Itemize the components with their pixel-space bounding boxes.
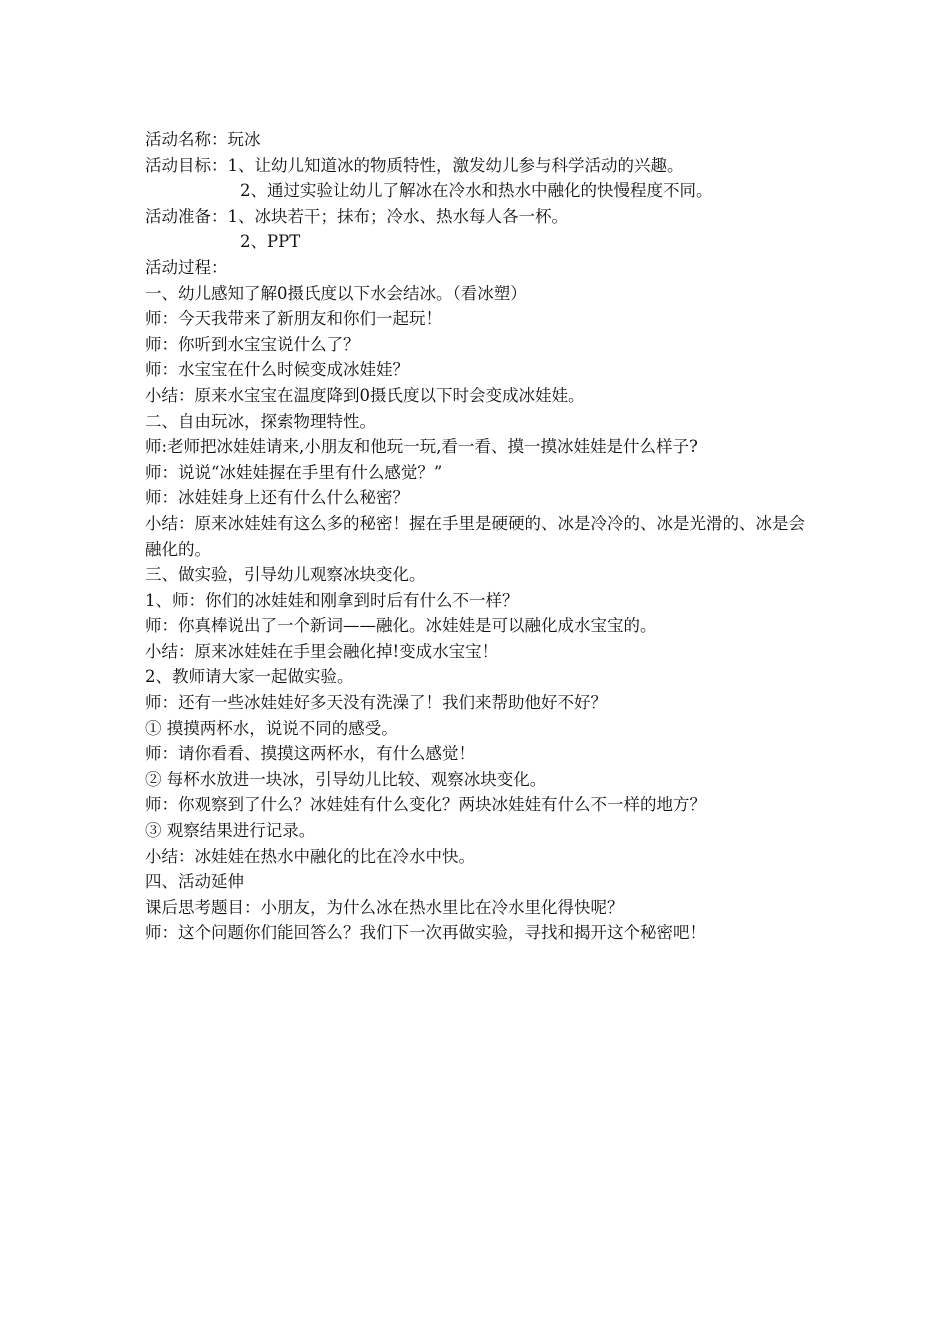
text-line: 师:老师把冰娃娃请来,小朋友和他玩一玩,看一看、摸一摸冰娃娃是什么样子? [145, 437, 698, 457]
text-line: 师：你观察到了什么？冰娃娃有什么变化？两块冰娃娃有什么不一样的地方？ [145, 795, 706, 815]
text-line: 师：说说“冰娃娃握在手里有什么感觉？” [145, 462, 443, 482]
section-4-heading: 四、活动延伸 [145, 872, 244, 892]
text-line: 师：水宝宝在什么时候变成冰娃娃？ [145, 360, 409, 380]
section-3-heading: 三、做实验，引导幼儿观察冰块变化。 [145, 565, 426, 585]
summary-line: 小结：原来水宝宝在温度降到0摄氏度以下时会变成冰娃娃。 [145, 385, 585, 405]
text-line: 师：你听到水宝宝说什么了？ [145, 334, 360, 354]
activity-process-heading: 活动过程： [145, 257, 228, 277]
text-line: 2、教师请大家一起做实验。 [145, 667, 354, 687]
summary-line: 小结：原来冰娃娃在手里会融化掉!变成水宝宝！ [145, 641, 499, 661]
text-line: 1、师：你们的冰娃娃和刚拿到时后有什么不一样？ [145, 590, 519, 610]
summary-line: 小结：原来冰娃娃有这么多的秘密！握在手里是硬硬的、冰是冷冷的、冰是光滑的、冰是会融化的。 [145, 513, 805, 559]
activity-name-line: 活动名称：玩冰 [145, 130, 261, 149]
activity-prep-line-1: 活动准备：1、冰块若干；抹布；冷水、热水每人各一杯。 [145, 206, 568, 226]
activity-prep-line-2: 2、PPT [240, 232, 301, 252]
text-line: 师：请你看看、摸摸这两杯水，有什么感觉！ [145, 744, 475, 764]
step-1-line: ① 摸摸两杯水，说说不同的感受。 [145, 718, 398, 738]
text-line: 师：还有一些冰娃娃好多天没有洗澡了！我们来帮助他好不好？ [145, 693, 607, 713]
summary-line: 小结：冰娃娃在热水中融化的比在冷水中快。 [145, 846, 475, 866]
activity-goal-line-2: 2、通过实验让幼儿了解冰在冷水和热水中融化的快慢程度不同。 [240, 181, 713, 201]
text-line: 师：你真棒说出了一个新词——融化。冰娃娃是可以融化成水宝宝的。 [145, 616, 657, 636]
step-2-line: ② 每杯水放进一块冰，引导幼儿比较、观察冰块变化。 [145, 769, 547, 789]
text-line: 师：今天我带来了新朋友和你们一起玩！ [145, 309, 442, 329]
text-line: 课后思考题目：小朋友，为什么冰在热水里比在冷水里化得快呢？ [145, 897, 624, 917]
text-line: 师：这个问题你们能回答么？我们下一次再做实验，寻找和揭开这个秘密吧！ [145, 923, 706, 943]
section-2-heading: 二、自由玩冰，探索物理特性。 [145, 411, 376, 431]
text-line: 师：冰娃娃身上还有什么什么秘密？ [145, 488, 409, 508]
activity-goal-line-1: 活动目标：1、让幼儿知道冰的物质特性，激发幼儿参与科学活动的兴趣。 [145, 155, 684, 175]
section-1-heading: 一、幼儿感知了解0摄氏度以下水会结冰。（看冰塑） [145, 283, 527, 303]
document-body [145, 127, 815, 946]
step-3-line: ③ 观察结果进行记录。 [145, 821, 316, 841]
